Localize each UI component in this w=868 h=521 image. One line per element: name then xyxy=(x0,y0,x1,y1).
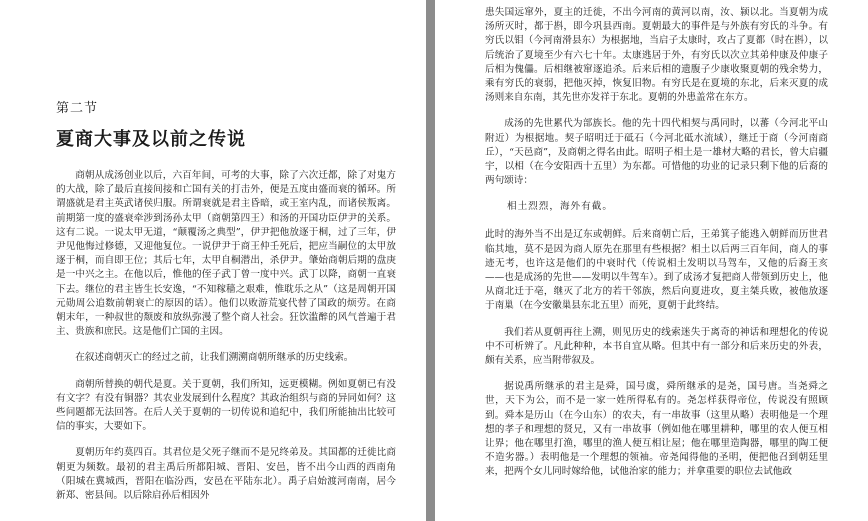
page-gutter xyxy=(426,0,435,521)
paragraph-shang-cycles: 商朝从成汤创业以后，六百年间，可考的大事，除了六次迁都，除了对鬼方的大战，除了最后直接间接和亡国有关的打击外，便是五度由盛而衰的循环。所谓盛就是君主英武诸侯归服。所谓衰就是君主昏暗，或王室内乱，而诸侯叛离。前期第一度的盛衰牵涉到汤孙太甲（商朝第四王）和汤的开国功臣伊尹的关系。这有二说。一说太甲无道，“颠覆汤之典型”，伊尹把他放逐于桐，过了三年，伊尹见他悔过修德，又迎他复位。一说伊尹于商王仲壬死后，把应当嗣位的太甲放逐于桐，而自即王位；其后七年，太甲自桐潜出，杀伊尹。肇始商朝后期的盘庚是一中兴之主。在他以后，惟他的侄子武丁曾一度中兴。武丁以降，商朝一直衰下去。继位的君主皆生长安逸，“不知稼穑之艰难，惟耽乐之从”（这是周朝开国元勋周公追数前朝衰亡的原因的话）。他们以败游荒宴代替了国政的烦劳。在商朝末年，一种叔世的颓废和放纵弥漫了整个商人社会。狂饮滥醉的风气普遍于君主、贵族和庶民。这是他们亡国的主因。 xyxy=(56,170,396,338)
right-page xyxy=(435,0,868,521)
paragraph-tang-ancestors: 成汤的先世累代为部族长。他的先十四代相契与禹同时，以蕃（今河北平山附近）为根据地。契子昭明迁于砥石（今河北砥水流域），继迁于商（今河南商丘），“天邑商”，及商朝之得名由此。昭明子相土是一雄材大略的君长，曾大启疆宇，以相（在今安阳西十五里）为东都。可惜他的功业的记录只剩下他的后裔的两句颂诗： xyxy=(485,118,828,187)
left-page xyxy=(0,0,426,521)
paragraph-xia-dynasty: 商朝所替换的朝代是夏。关于夏朝，我们所知，远更模糊。例如夏朝已有没有文字？有没有铜器？其农业发展到什么程度？其政治组织与商的异同如何？这些问题都无法回答。在后人关于夏朝的一切传说和追纪中，我们所能抽出比较可信的事实，大要如下。 xyxy=(56,378,396,433)
poem-quote: 相土烈烈，海外有截。 xyxy=(507,201,613,213)
paragraph-transition: 在叙述商朝灭亡的经过之前，让我们溯溯商朝所继承的历史线索。 xyxy=(75,352,354,364)
section-label: 第二节 xyxy=(56,101,99,116)
paragraph-yao-shun: 据说禹所继承的君主是舜，国号虞，舜所继承的是尧，国号唐。当尧舜之世，天下为公，而不是一家一姓所得私有的。尧怎样获得帝位，传说没有照顾到。舜本是历山（在今山东）的农夫，有一串故事（这里从略）表明他是一个理想的孝子和理想的贤兄，又有一串故事（例如他在哪里耕种，哪里的农人便互相让界；他在哪里打渔，哪里的渔人便互相让屋；他在哪里造陶器，哪里的陶工便不造劣器。）表明他是一个理想的领袖。帝尧闻得他的圣明，便把他召到朝廷里来，把两个女儿同时嫁给他，试他治家的能力；并拿重要的职位去试他政 xyxy=(485,381,828,478)
paragraph-xia-capitals: 夏朝历年约莫四百。其君位是父死子继而不是兄终弟及。其国都的迁徙比商朝更为频数。最初的君主禹后所都阳城、晋阳、安邑，皆不出今山西的西南角（阳城在冀城西，晋阳在临汾西，安邑在平陆东北）。禹子启始渡河南南，居今新郑、密县间。以后除启孙后相因外 xyxy=(56,447,396,502)
paragraph-overseas: 此时的海外当不出是辽东或朝鲜。后来商朝亡后，王弟箕子能逃入朝鲜而历世君临其地，莫不是因为商人原先在那里有些根据？相土以后两三百年间，商人的事迹无考，也许这是他们的中衰时代（传说相土发明以马驾车，又他的后裔王亥——也是成汤的先世——发明以牛驾车）。到了成汤才复把商人带领到历史上，他从商北迁于亳，继灭了北方的若干邻族，然后向夏进攻，夏主桀兵败，被他放逐于南巢（在今安徽巢县东北五里）而死，夏朝于此终结。 xyxy=(485,229,828,312)
paragraph-legends: 我们若从夏朝再往上溯，则见历史的线索迷失于离奇的神话和理想化的传说中不可析辨了。凡此种种，本书自宜从略。但其中有一部分和后来历史的外表，颇有关系，应当附带叙及。 xyxy=(485,326,828,367)
chapter-title: 夏商大事及以前之传说 xyxy=(56,129,246,150)
paragraph-xia-capitals-continued: 患失国远窜外，夏主的迁徙，不出今河南的黄河以南，汝、颍以北。当夏朝为成汤所灭时，都于斟，即今巩县西南。夏朝最大的事件是与外族有穷氏的斗争。有穷氏以钼（今河南滑县东）为根据地，当启子太康时，攻占了夏都（时在斟），以后统治了夏境至少有六七十年。太康逃居于外，有穷氏以次立其弟仲康及仲康子后相为傀儡。后相继被窜逐追杀。后来后相的遗腹子少康收聚夏朝的残余势力，乘有穷氏的衰弱，把他灭掉，恢复旧物。有穷氏是在夏境的东北，后来灭夏的成汤则来自东南，其先世亦发祥于东北。夏朝的外患盖常在东方。 xyxy=(485,7,828,104)
